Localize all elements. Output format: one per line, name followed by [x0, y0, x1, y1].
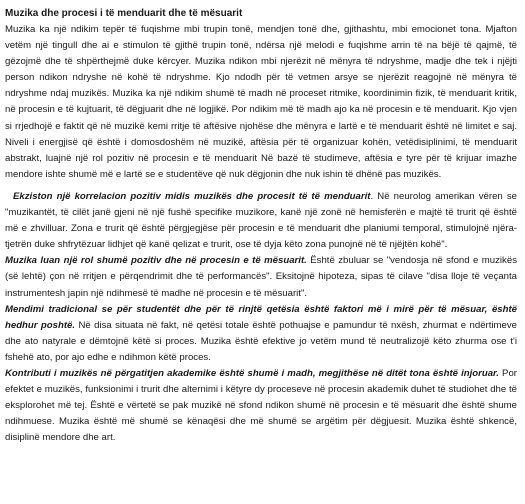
paragraph-silence: [5, 302, 517, 366]
document-title: Muzika dhe procesi i të menduarit dhe të mësuarit: [5, 8, 243, 19]
paragraph-lead: Mendimi tradicional se për studentët dhe për të rinjtë qetësia është faktori më i mirë për të mësuar, është hedhur poshtë.: [5, 303, 517, 331]
paragraph-learning: [5, 253, 517, 301]
paragraph-correlation: [5, 189, 517, 253]
paragraph-body: Në disa situata në fakt, në qetësi totale është pothuajse e pamundur të nxësh, zhurmat e ndërtimeve dhe ato natyrale e dëmtojnë këtë si proces. Muzika është efektive jo vetëm mund të neutralizojë këto zhurma ose t'i fshehë ato, por ajo edhe e ndihmon këtë proces.: [5, 319, 518, 363]
paragraph-intro: [5, 22, 517, 183]
paragraph-body: Është zbuluar se "vendosja në sfond e muzikës (së lehtë) çon në rritjen e përqendrimit dhe të performancës". Eksitojnë hipoteza, sipas të cilave "disa lloje të veçanta instrumentesh japin një ndihmesë të madhe në procesin e të mësuarit".: [5, 255, 517, 299]
paragraph-lead: Ekziston një korrelacion pozitiv midis muzikës dhe procesit të të menduarit: [13, 190, 371, 202]
paragraph-lead: Muzika luan një rol shumë pozitiv dhe në procesin e të mësuarit.: [5, 255, 307, 267]
paragraph-contribution: [5, 366, 517, 446]
paragraph-lead: Kontributi i muzikës në përgatitjen akademike është shumë i madh, megjithëse në ditët tona është injoruar.: [5, 367, 499, 379]
paragraph-body: Por efektet e muzikës, funksionimi i trurit dhe alternimi i këtyre dy proceseve në procesin akademik duhet të studiohet dhe të eksplorohet më tej. Është e vërtetë se pak muzikë në sfond ndikon shumë në procesin e të mësuarit dhe është shume ndihmuese. Muzika është më shumë se kënaqësi dhe më shumë se argëtim për dëgjuesit. Muzika është shkencë, disiplinë mendore dhe art.: [5, 367, 517, 444]
paragraph-body: . Në neurolog amerikan vëren se "muzikantët, të cilët janë gjeni në një fushë specifike muzikore, kanë një zonë në hemisferën e majtë të trurit që është më e zhvilluar. Zona e trurit që është përgjegjëse për procesin e të menduarit dhe planiumi temporal, stimulojnë njëra-tjetrën duke shfrytëzuar lidhjet që kanë qelizat e trurit, ose të dyja këto zona punojnë në të njëjtën kohë".: [5, 190, 518, 251]
paragraph-body: Muzika ka një ndikim tepër të fuqishme mbi trupin tonë, mendjen tonë dhe, gjithashtu, mbi emocionet tona. Mjafton vetëm një tingull dhe ai e stimulon të gjithë trupin tonë, ndërsa një melodi e fuqishme arrin të na bëjë të qajmë, të gëzojmë dhe të shpërthejmë duke kërcyer. Muzika ndikon mbi njerëzit në mënyra të ndryshme, madje dhe tek i njëjti person ndikon ndryshe në kohë të ndryshme. Kjo ndodh për të vetmen arsye se njerëzit reagojnë në mënyra të ndryshme ndaj muzikës. Muzika ka një ndikim shumë të madh në proceset ritmike, koordinimin fizik, të menduarit kritik, në procesin e të kujtuarit, të dëgjuarit dhe në logjikë. Por ndikim më të madh ajo ka në procesin e të menduarit. Kjo vjen si rrjedhojë e faktit që në muzikë kemi rritje të aftësive njohëse dhe mënyra e lartë e të menduarit është në limitet e saj. Niveli i energjisë që është i domosdoshëm në muzikë, aftësia për të organizuar kohën, vetëdisiplinimi, të menduarit abstrakt, luajnë një rol pozitiv në procesin e të menduarit Në bazë të studimeve, aftësia e tyre për të krijuar imazhe mendore ishte shumë më e lartë se e studentëve që nuk dëgjonin dhe nuk ishin të dhënë pas muzikës.: [5, 24, 517, 180]
